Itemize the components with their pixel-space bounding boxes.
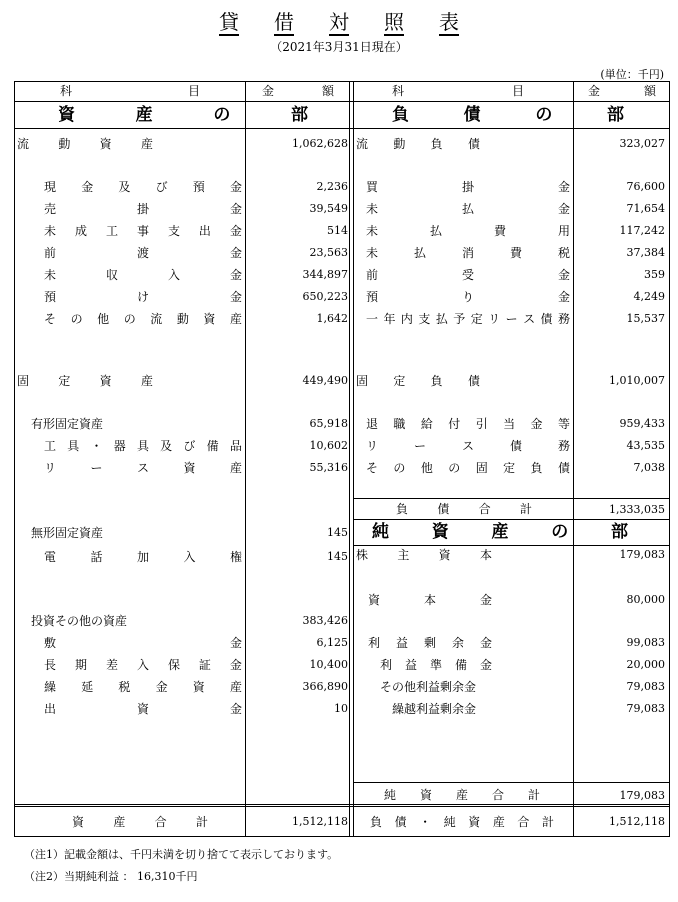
carried-earnings-label: 繰越利益剰余金 bbox=[392, 702, 477, 716]
divider bbox=[353, 81, 354, 837]
current-asset-label: 未 成 工 事 支 出 金 bbox=[44, 224, 242, 238]
fixed-assets-label: 固 定 資 産 bbox=[17, 374, 153, 388]
divider bbox=[14, 101, 670, 102]
intangible-assets-label: 無形固定資産 bbox=[31, 526, 104, 540]
divider bbox=[353, 498, 670, 499]
capital-value: 80,000 bbox=[626, 593, 665, 606]
current-asset-label: 預 け 金 bbox=[44, 290, 242, 304]
fixed-liabilities-total: 1,010,007 bbox=[609, 374, 665, 387]
note-2: （注2）当期純利益 ： 16,310千円 bbox=[24, 870, 198, 883]
capital-label: 資 本 金 bbox=[368, 593, 492, 607]
divider bbox=[245, 81, 246, 837]
investment-asset-value: 6,125 bbox=[316, 636, 348, 649]
total-assets-value: 1,512,118 bbox=[292, 815, 348, 828]
grand-total-value: 1,512,118 bbox=[609, 815, 665, 828]
retained-earnings-label: 利 益 剰 余 金 bbox=[368, 636, 492, 650]
current-liability-value: 4,249 bbox=[633, 290, 665, 303]
divider bbox=[349, 81, 350, 837]
legal-reserve-label: 利 益 準 備 金 bbox=[380, 658, 492, 672]
current-asset-value: 1,642 bbox=[316, 312, 348, 325]
investment-asset-value: 366,890 bbox=[302, 680, 348, 693]
intangible-asset-value: 145 bbox=[327, 550, 348, 563]
total-liabilities-value: 1,333,035 bbox=[609, 503, 665, 516]
tangible-assets-total: 65,918 bbox=[309, 417, 348, 430]
fixed-liability-label: 退 職 給 付 引 当 金 等 bbox=[366, 417, 570, 431]
divider bbox=[353, 519, 670, 520]
carried-earnings-value: 79,083 bbox=[626, 702, 665, 715]
current-asset-label: そ の 他 の 流 動 資 産 bbox=[44, 312, 242, 326]
current-liability-label: 未 払 消 費 税 bbox=[366, 246, 570, 260]
grand-total-label: 負 債 ・ 純 資 産 合 計 bbox=[370, 815, 554, 829]
current-liability-value: 117,242 bbox=[619, 224, 665, 237]
note-1: （注1）記載金額は、千円未満を切り捨てて表示しております。 bbox=[24, 848, 339, 861]
current-liability-value: 71,654 bbox=[626, 202, 665, 215]
fixed-liabilities-label: 固 定 負 債 bbox=[356, 374, 480, 388]
investment-assets-label: 投資その他の資産 bbox=[31, 614, 128, 628]
left-amount-header: 金 額 bbox=[262, 84, 334, 98]
investment-asset-value: 10 bbox=[334, 702, 348, 715]
fixed-liability-label: リ ー ス 債 務 bbox=[366, 439, 570, 453]
equity-total: 179,083 bbox=[619, 548, 665, 561]
current-liability-label: 一 年 内 支 払 予 定 リ ー ス 債 務 bbox=[366, 312, 570, 326]
current-liability-label: 買 掛 金 bbox=[366, 180, 570, 194]
current-asset-value: 650,223 bbox=[302, 290, 348, 303]
current-assets-label: 流 動 資 産 bbox=[17, 137, 153, 151]
intangible-assets-total: 145 bbox=[327, 526, 348, 539]
report-date: （2021年3月31日現在） bbox=[270, 40, 408, 54]
current-asset-label: 未 収 入 金 bbox=[44, 268, 242, 282]
total-assets-label: 資 産 合 計 bbox=[72, 815, 208, 829]
page-title: 貸 借 対 照 表 bbox=[219, 10, 459, 34]
current-asset-value: 2,236 bbox=[316, 180, 348, 193]
unit-label: (単位：千円) bbox=[600, 68, 664, 81]
current-asset-value: 23,563 bbox=[309, 246, 348, 259]
current-asset-value: 39,549 bbox=[309, 202, 348, 215]
right-amount-header: 金 額 bbox=[588, 84, 656, 98]
right-item-header: 科 目 bbox=[392, 84, 524, 98]
tangible-asset-value: 55,316 bbox=[309, 461, 348, 474]
tangible-asset-value: 10,602 bbox=[309, 439, 348, 452]
assets-section-heading: 資 産 の 部 bbox=[58, 105, 308, 125]
investment-asset-label: 長 期 差 入 保 証 金 bbox=[44, 658, 242, 672]
divider bbox=[353, 545, 670, 546]
current-asset-label: 前 渡 金 bbox=[44, 246, 242, 260]
total-net-assets-value: 179,083 bbox=[619, 789, 665, 802]
legal-reserve-value: 20,000 bbox=[626, 658, 665, 671]
divider bbox=[14, 128, 670, 129]
current-liability-value: 359 bbox=[644, 268, 665, 281]
current-asset-label: 売 掛 金 bbox=[44, 202, 242, 216]
fixed-liability-label: そ の 他 の 固 定 負 債 bbox=[366, 461, 570, 475]
tangible-asset-label: リ ー ス 資 産 bbox=[44, 461, 242, 475]
current-liability-label: 預 り 金 bbox=[366, 290, 570, 304]
investment-asset-label: 敷 金 bbox=[44, 636, 242, 650]
fixed-liability-value: 43,535 bbox=[626, 439, 665, 452]
other-retained-value: 79,083 bbox=[626, 680, 665, 693]
divider bbox=[573, 81, 574, 837]
tangible-assets-label: 有形固定資産 bbox=[31, 417, 104, 431]
current-liability-label: 前 受 金 bbox=[366, 268, 570, 282]
tangible-asset-label: 工 具 ・ 器 具 及 び 備 品 bbox=[44, 439, 242, 453]
net-assets-section-heading: 純 資 産 の 部 bbox=[372, 522, 628, 542]
investment-asset-label: 出 資 金 bbox=[44, 702, 242, 716]
current-liability-value: 76,600 bbox=[626, 180, 665, 193]
retained-earnings-value: 99,083 bbox=[626, 636, 665, 649]
current-liability-label: 未 払 費 用 bbox=[366, 224, 570, 238]
left-item-header: 科 目 bbox=[60, 84, 200, 98]
equity-label: 株 主 資 本 bbox=[356, 548, 492, 562]
liabilities-section-heading: 負 債 の 部 bbox=[392, 105, 624, 125]
total-net-assets-label: 純 資 産 合 計 bbox=[384, 788, 540, 802]
current-liability-label: 未 払 金 bbox=[366, 202, 570, 216]
current-liabilities-label: 流 動 負 債 bbox=[356, 137, 480, 151]
fixed-liability-value: 7,038 bbox=[633, 461, 665, 474]
intangible-asset-label: 電 話 加 入 権 bbox=[44, 550, 242, 564]
current-liability-value: 15,537 bbox=[626, 312, 665, 325]
investment-asset-value: 10,400 bbox=[309, 658, 348, 671]
current-asset-value: 514 bbox=[327, 224, 348, 237]
investment-assets-total: 383,426 bbox=[302, 614, 348, 627]
other-retained-label: その他利益剰余金 bbox=[380, 680, 477, 694]
divider bbox=[14, 804, 670, 807]
current-liabilities-total: 323,027 bbox=[619, 137, 665, 150]
total-liabilities-label: 負 債 合 計 bbox=[396, 502, 532, 516]
investment-asset-label: 繰 延 税 金 資 産 bbox=[44, 680, 242, 694]
fixed-liability-value: 959,433 bbox=[619, 417, 665, 430]
current-asset-value: 344,897 bbox=[302, 268, 348, 281]
current-liability-value: 37,384 bbox=[626, 246, 665, 259]
balance-sheet-table bbox=[14, 81, 670, 837]
current-asset-label: 現 金 及 び 預 金 bbox=[44, 180, 242, 194]
divider bbox=[353, 782, 670, 783]
fixed-assets-total: 449,490 bbox=[302, 374, 348, 387]
current-assets-total: 1,062,628 bbox=[292, 137, 348, 150]
